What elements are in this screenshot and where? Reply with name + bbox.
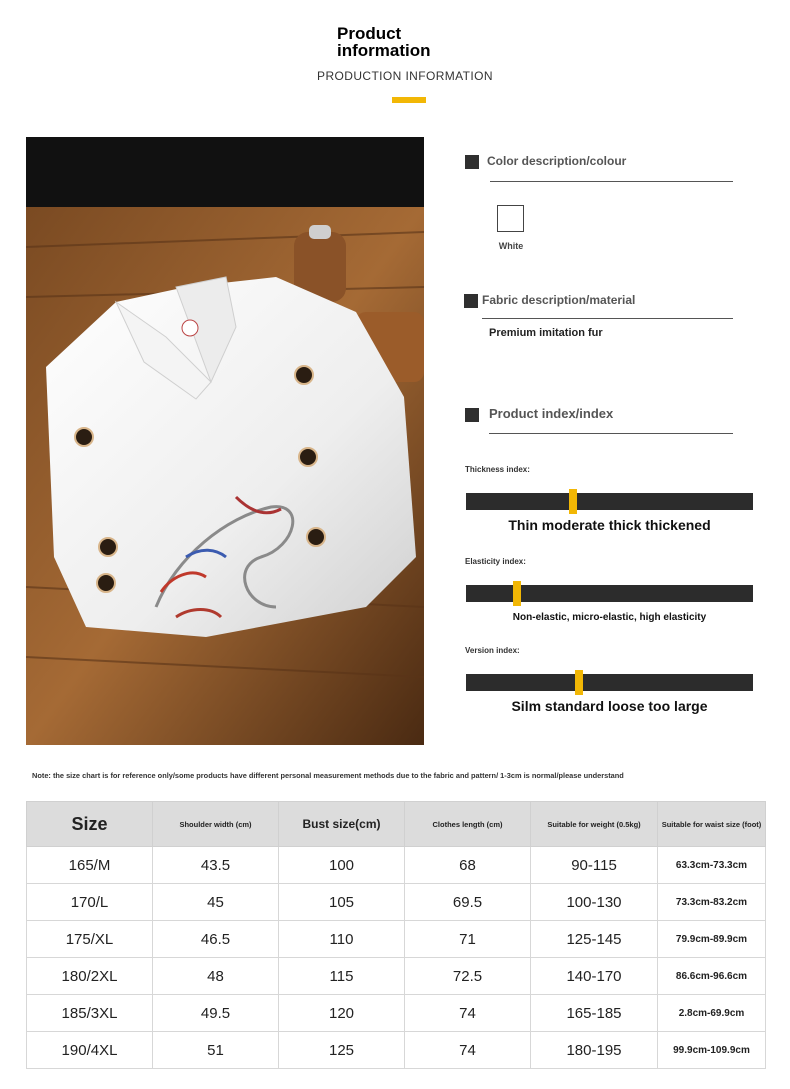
- shoulder-cell: 51: [153, 1032, 279, 1069]
- shoulder-cell: 46.5: [153, 921, 279, 958]
- version-index-description: Silm standard loose too large: [511, 698, 708, 714]
- size-cell: 185/3XL: [27, 995, 153, 1032]
- fabric-section-marker: [464, 294, 478, 308]
- color-section-marker: [465, 155, 479, 169]
- shoulder-cell: 43.5: [153, 847, 279, 884]
- waist-cell: 73.3cm-83.2cm: [658, 884, 766, 921]
- weight-cell: 125-145: [531, 921, 658, 958]
- waist-cell: 79.9cm-89.9cm: [658, 921, 766, 958]
- bust-cell: 105: [279, 884, 405, 921]
- size-cell: 180/2XL: [27, 958, 153, 995]
- elasticity-index-description: Non-elastic, micro-elastic, high elasticity: [512, 612, 707, 623]
- length-cell: 74: [405, 1032, 531, 1069]
- index-section-marker: [465, 408, 479, 422]
- size-cell: 170/L: [27, 884, 153, 921]
- header-waist-size: Suitable for waist size (foot): [658, 802, 766, 847]
- length-cell: 74: [405, 995, 531, 1032]
- weight-cell: 90-115: [531, 847, 658, 884]
- weight-cell: 140-170: [531, 958, 658, 995]
- header-clothes-length: Clothes length (cm): [405, 802, 531, 847]
- size-chart-note: Note: the size chart is for reference only/some products have different personal measurement methods due to the fabric and pattern/ 1-3cm is normal/please understand: [32, 771, 624, 780]
- color-section-title: Color description/colour: [487, 154, 627, 168]
- bust-cell: 120: [279, 995, 405, 1032]
- header-size: Size: [27, 802, 153, 847]
- version-index-label: Version index:: [465, 646, 520, 655]
- version-index-marker: [575, 670, 583, 695]
- page-title: Product information: [337, 24, 431, 60]
- table-row: [27, 884, 766, 921]
- title-accent-bar: [392, 97, 426, 103]
- thickness-index-label: Thickness index:: [465, 465, 530, 474]
- elasticity-index-bar: [466, 585, 753, 602]
- size-chart-table: [26, 801, 766, 1069]
- bust-cell: 110: [279, 921, 405, 958]
- color-section-divider: [490, 181, 733, 182]
- version-index-bar: [466, 674, 753, 691]
- size-table-header-row: [27, 802, 766, 847]
- product-photo: [26, 137, 424, 745]
- length-cell: 71: [405, 921, 531, 958]
- weight-cell: 165-185: [531, 995, 658, 1032]
- bust-cell: 100: [279, 847, 405, 884]
- color-swatch-white: [497, 205, 524, 232]
- length-cell: 68: [405, 847, 531, 884]
- shoulder-cell: 49.5: [153, 995, 279, 1032]
- size-cell: 175/XL: [27, 921, 153, 958]
- waist-cell: 2.8cm-69.9cm: [658, 995, 766, 1032]
- size-cell: 165/M: [27, 847, 153, 884]
- thickness-index-description: Thin moderate thick thickened: [508, 517, 711, 533]
- index-section-divider: [489, 433, 733, 434]
- fabric-section-divider: [482, 318, 733, 319]
- table-row: [27, 958, 766, 995]
- index-section-title: Product index/index: [489, 406, 614, 421]
- waist-cell: 86.6cm-96.6cm: [658, 958, 766, 995]
- page-subtitle: PRODUCTION INFORMATION: [317, 69, 493, 83]
- color-swatch-label: White: [498, 241, 524, 251]
- table-row: [27, 921, 766, 958]
- thickness-index-marker: [569, 489, 577, 514]
- bust-cell: 115: [279, 958, 405, 995]
- shoulder-cell: 45: [153, 884, 279, 921]
- waist-cell: 63.3cm-73.3cm: [658, 847, 766, 884]
- bust-cell: 125: [279, 1032, 405, 1069]
- header-weight: Suitable for weight (0.5kg): [531, 802, 658, 847]
- header-bust-size: Bust size(cm): [279, 802, 405, 847]
- thickness-index-bar: [466, 493, 753, 510]
- weight-cell: 180-195: [531, 1032, 658, 1069]
- elasticity-index-marker: [513, 581, 521, 606]
- size-cell: 190/4XL: [27, 1032, 153, 1069]
- fabric-section-title: Fabric description/material: [482, 293, 636, 307]
- table-row: [27, 995, 766, 1032]
- length-cell: 69.5: [405, 884, 531, 921]
- waist-cell: 99.9cm-109.9cm: [658, 1032, 766, 1069]
- table-row: [27, 847, 766, 884]
- elasticity-index-label: Elasticity index:: [465, 557, 526, 566]
- weight-cell: 100-130: [531, 884, 658, 921]
- table-row: [27, 1032, 766, 1069]
- shoulder-cell: 48: [153, 958, 279, 995]
- length-cell: 72.5: [405, 958, 531, 995]
- fabric-description: Premium imitation fur: [489, 327, 603, 339]
- header-shoulder-width: Shoulder width (cm): [153, 802, 279, 847]
